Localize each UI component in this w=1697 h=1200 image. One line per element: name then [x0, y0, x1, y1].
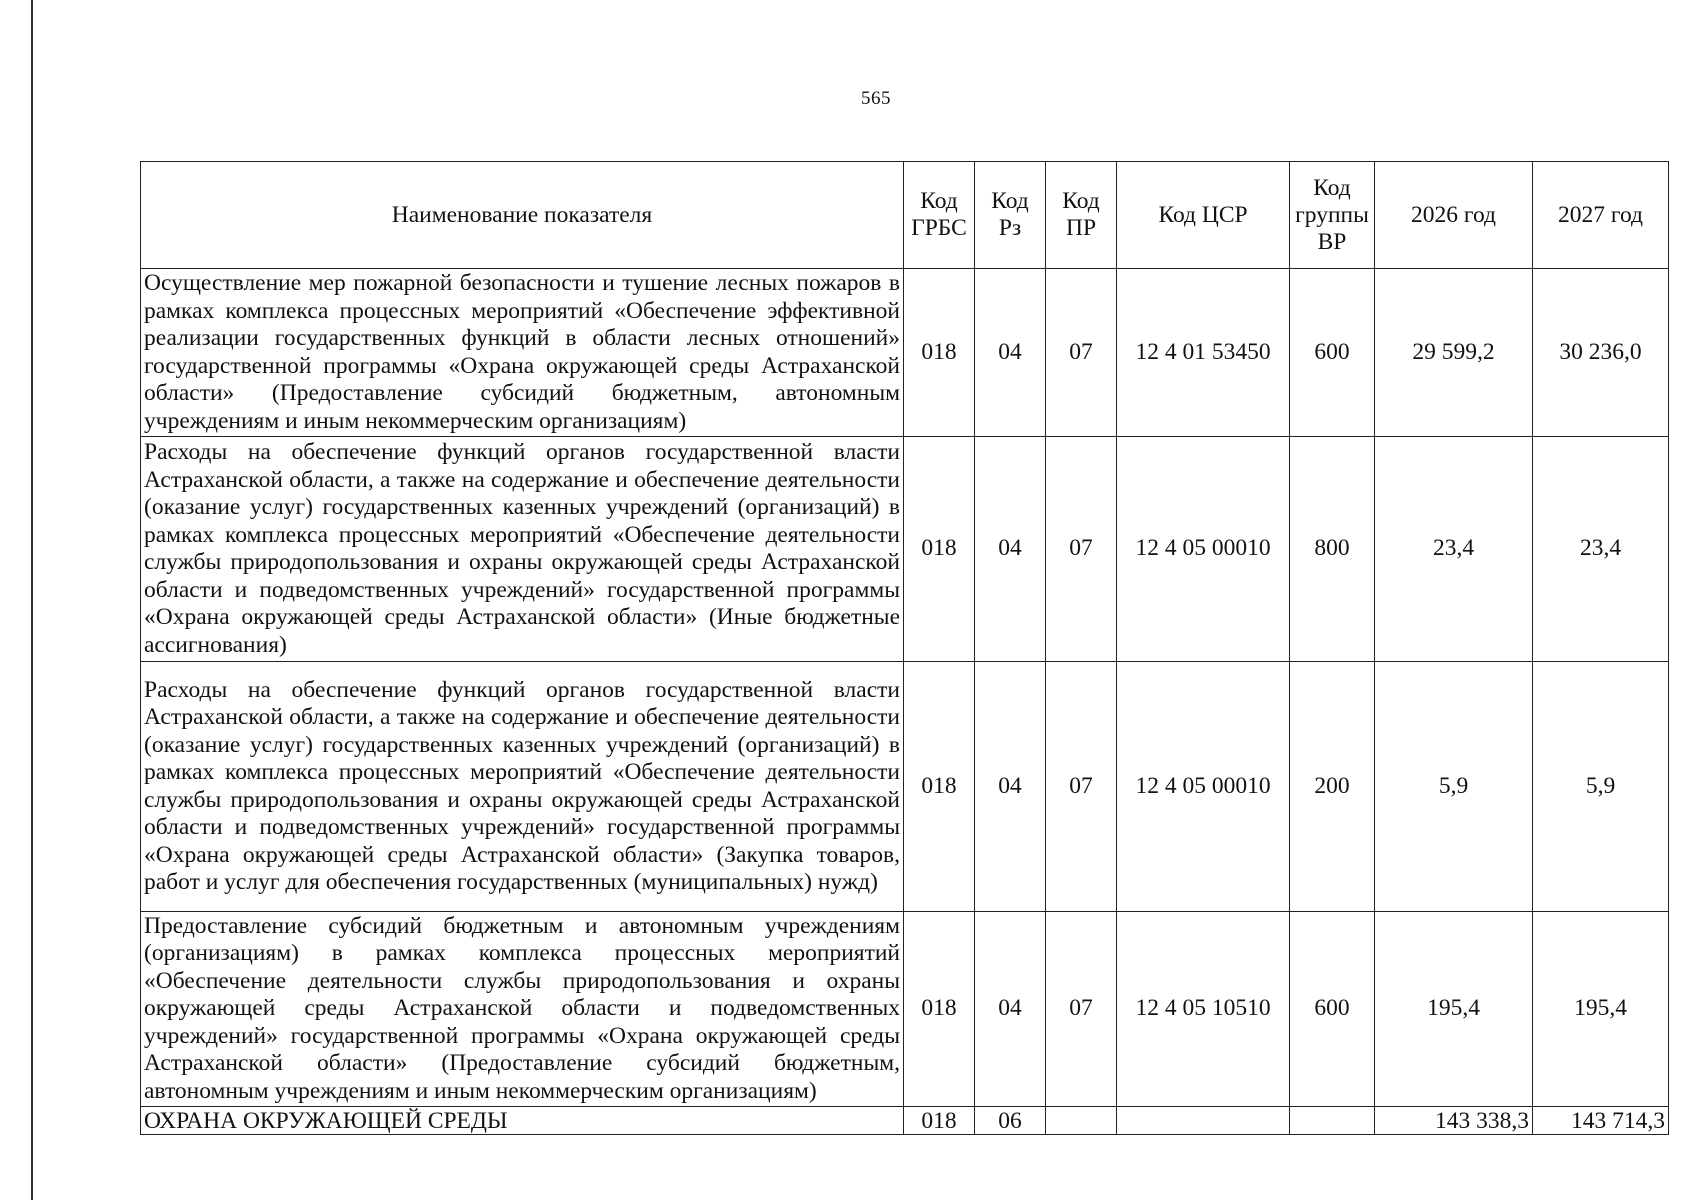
- row-2026: 143 338,3: [1375, 1107, 1533, 1135]
- row-vr: 600: [1290, 912, 1375, 1107]
- table-row: [141, 437, 1669, 662]
- row-csr: 12 4 05 10510: [1117, 912, 1290, 1107]
- row-2026: 195,4: [1375, 912, 1533, 1107]
- row-name: Осуществление мер пожарной безопасности и тушение лесных пожаров в рамках комплекса процессных мероприятий «Обеспечение эффективной реализации государственных функций в области лесных отношений» государственной программы «Охрана окружающей среды Астраханской области» (Предоставление субсидий бюджетным, автономным учреждениям и иным некоммерческим организациям): [141, 269, 904, 437]
- row-name: Расходы на обеспечение функций органов государственной власти Астраханской области, а также на содержание и обеспечение деятельности (оказание услуг) государственных казенных учреждений (организаций) в рамках комплекса процессных мероприятий «Обеспечение деятельности службы природопользования и охраны окружающей среды Астраханской области и подведомственных учреждений» государственной программы «Охрана окружающей среды Астраханской области» (Закупка товаров, работ и услуг для обеспечения государственных (муниципальных) нужд): [141, 662, 904, 912]
- row-2026: 29 599,2: [1375, 269, 1533, 437]
- row-grbs: 018: [904, 912, 975, 1107]
- header-rz: Код Рз: [975, 162, 1046, 269]
- row-vr: 600: [1290, 269, 1375, 437]
- binding-edge-line: [31, 0, 33, 1200]
- row-grbs: 018: [904, 437, 975, 662]
- table-row: [141, 912, 1669, 1107]
- budget-table: [140, 161, 1669, 1135]
- row-grbs: 018: [904, 269, 975, 437]
- row-2027: 30 236,0: [1533, 269, 1669, 437]
- row-2026: 23,4: [1375, 437, 1533, 662]
- row-csr: 12 4 05 00010: [1117, 437, 1290, 662]
- row-2027: 23,4: [1533, 437, 1669, 662]
- row-vr: [1290, 1107, 1375, 1135]
- row-pr: [1046, 1107, 1117, 1135]
- table-row-total: [141, 1107, 1669, 1135]
- table-header-row: [141, 162, 1669, 269]
- row-rz: 04: [975, 662, 1046, 912]
- row-grbs: 018: [904, 662, 975, 912]
- row-2026: 5,9: [1375, 662, 1533, 912]
- header-vr: Код группы ВР: [1290, 162, 1375, 269]
- row-2027: 143 714,3: [1533, 1107, 1669, 1135]
- row-grbs: 018: [904, 1107, 975, 1135]
- row-name: ОХРАНА ОКРУЖАЮЩЕЙ СРЕДЫ: [141, 1107, 904, 1135]
- row-pr: 07: [1046, 662, 1117, 912]
- row-csr: 12 4 05 00010: [1117, 662, 1290, 912]
- row-vr: 200: [1290, 662, 1375, 912]
- row-vr: 800: [1290, 437, 1375, 662]
- header-2026: 2026 год: [1375, 162, 1533, 269]
- row-pr: 07: [1046, 912, 1117, 1107]
- row-2027: 5,9: [1533, 662, 1669, 912]
- row-rz: 04: [975, 269, 1046, 437]
- page-number: 565: [861, 88, 891, 109]
- row-csr: [1117, 1107, 1290, 1135]
- row-rz: 06: [975, 1107, 1046, 1135]
- header-grbs: Код ГРБС: [904, 162, 975, 269]
- row-pr: 07: [1046, 437, 1117, 662]
- row-name: Предоставление субсидий бюджетным и автономным учреждениям (организациям) в рамках комплекса процессных мероприятий «Обеспечение деятельности службы природопользования и охраны окружающей среды Астраханской области и подведомственных учреждений» государственной программы «Охрана окружающей среды Астраханской области» (Предоставление субсидий бюджетным, автономным учреждениям и иным некоммерческим организациям): [141, 912, 904, 1107]
- table-row: [141, 662, 1669, 912]
- header-name: Наименование показателя: [141, 162, 904, 269]
- row-rz: 04: [975, 912, 1046, 1107]
- row-2027: 195,4: [1533, 912, 1669, 1107]
- row-pr: 07: [1046, 269, 1117, 437]
- header-csr: Код ЦСР: [1117, 162, 1290, 269]
- row-rz: 04: [975, 437, 1046, 662]
- row-csr: 12 4 01 53450: [1117, 269, 1290, 437]
- row-name: Расходы на обеспечение функций органов государственной власти Астраханской области, а также на содержание и обеспечение деятельности (оказание услуг) государственных казенных учреждений (организаций) в рамках комплекса процессных мероприятий «Обеспечение деятельности службы природопользования и охраны окружающей среды Астраханской области и подведомственных учреждений» государственной программы «Охрана окружающей среды Астраханской области» (Иные бюджетные ассигнования): [141, 437, 904, 662]
- header-2027: 2027 год: [1533, 162, 1669, 269]
- header-pr: Код ПР: [1046, 162, 1117, 269]
- table-row: [141, 269, 1669, 437]
